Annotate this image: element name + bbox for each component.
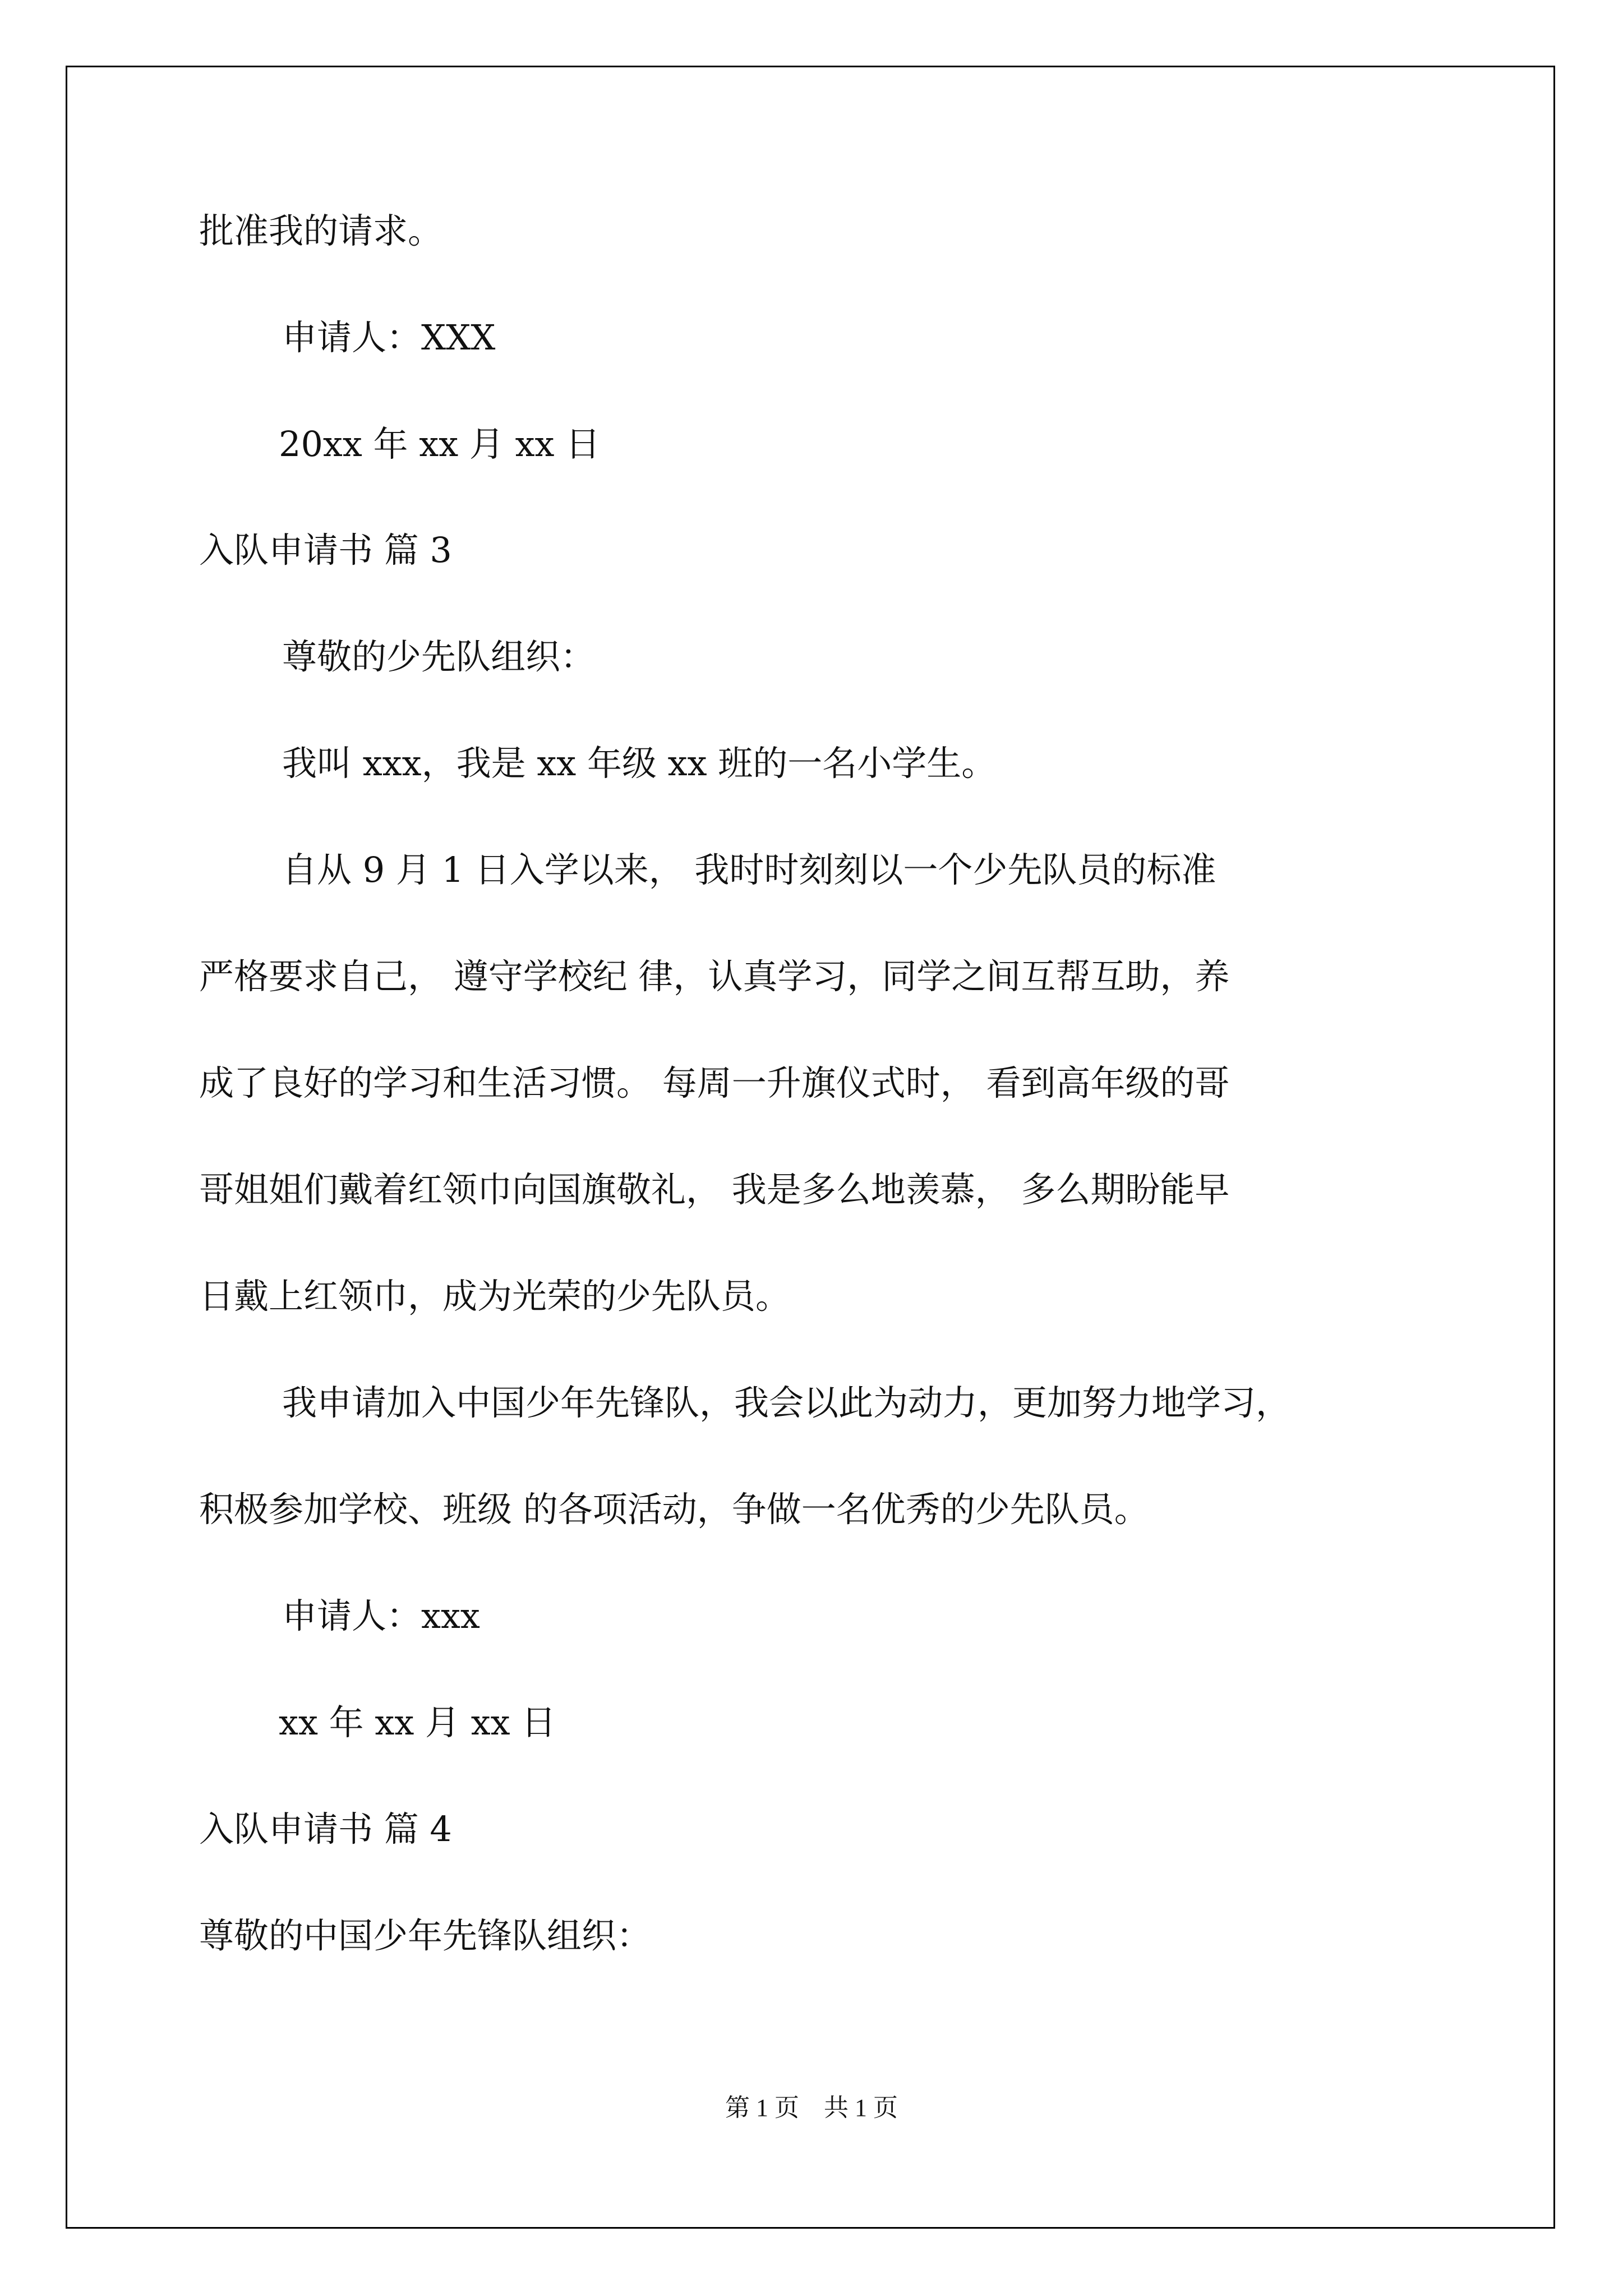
date-line: 20xx 年 xx 月 xx 日: [279, 424, 601, 464]
paragraph-line: 我叫 xxx，我是 xx 年级 xx 班的一名小学生。: [282, 743, 997, 784]
page-footer: 第 1 页 共 1 页: [725, 2094, 898, 2122]
section-heading: 入队申请书 篇 4: [199, 1809, 452, 1849]
salutation: 尊敬的中国少年先锋队组织：: [199, 1915, 652, 1956]
paragraph-line: 哥姐姐们戴着红领巾向国旗敬礼， 我是多么地羡慕， 多么期盼能早: [199, 1169, 1230, 1210]
paragraph-line: 我申请加入中国少年先锋队，我会以此为动力，更加努力地学习，: [282, 1382, 1291, 1423]
paragraph-line: 成了良好的学习和生活习惯。 每周一升旗仪式时， 看到高年级的哥: [199, 1062, 1230, 1103]
page-border: [66, 66, 1555, 2229]
salutation: 尊敬的少先队组织：: [282, 636, 596, 677]
paragraph-line: 自从 9 月 1 日入学以来， 我时时刻刻以一个少先队员的标准: [282, 849, 1216, 890]
paragraph-line: 积极参加学校、班级 的各项活动，争做一名优秀的少先队员。: [199, 1489, 1149, 1530]
section-heading: 入队申请书 篇 3: [199, 530, 452, 570]
date-line: xx 年 xx 月 xx 日: [279, 1702, 556, 1743]
applicant-line: 申请人：xxx: [282, 1595, 480, 1636]
paragraph-line: 严格要求自己， 遵守学校纪 律，认真学习，同学之间互帮互助，养: [199, 956, 1230, 997]
applicant-line: 申请人：XXX: [282, 317, 496, 358]
paragraph-line: 日戴上红领巾，成为光荣的少先队员。: [199, 1276, 791, 1317]
text-line: 批准我的请求。: [199, 210, 443, 251]
